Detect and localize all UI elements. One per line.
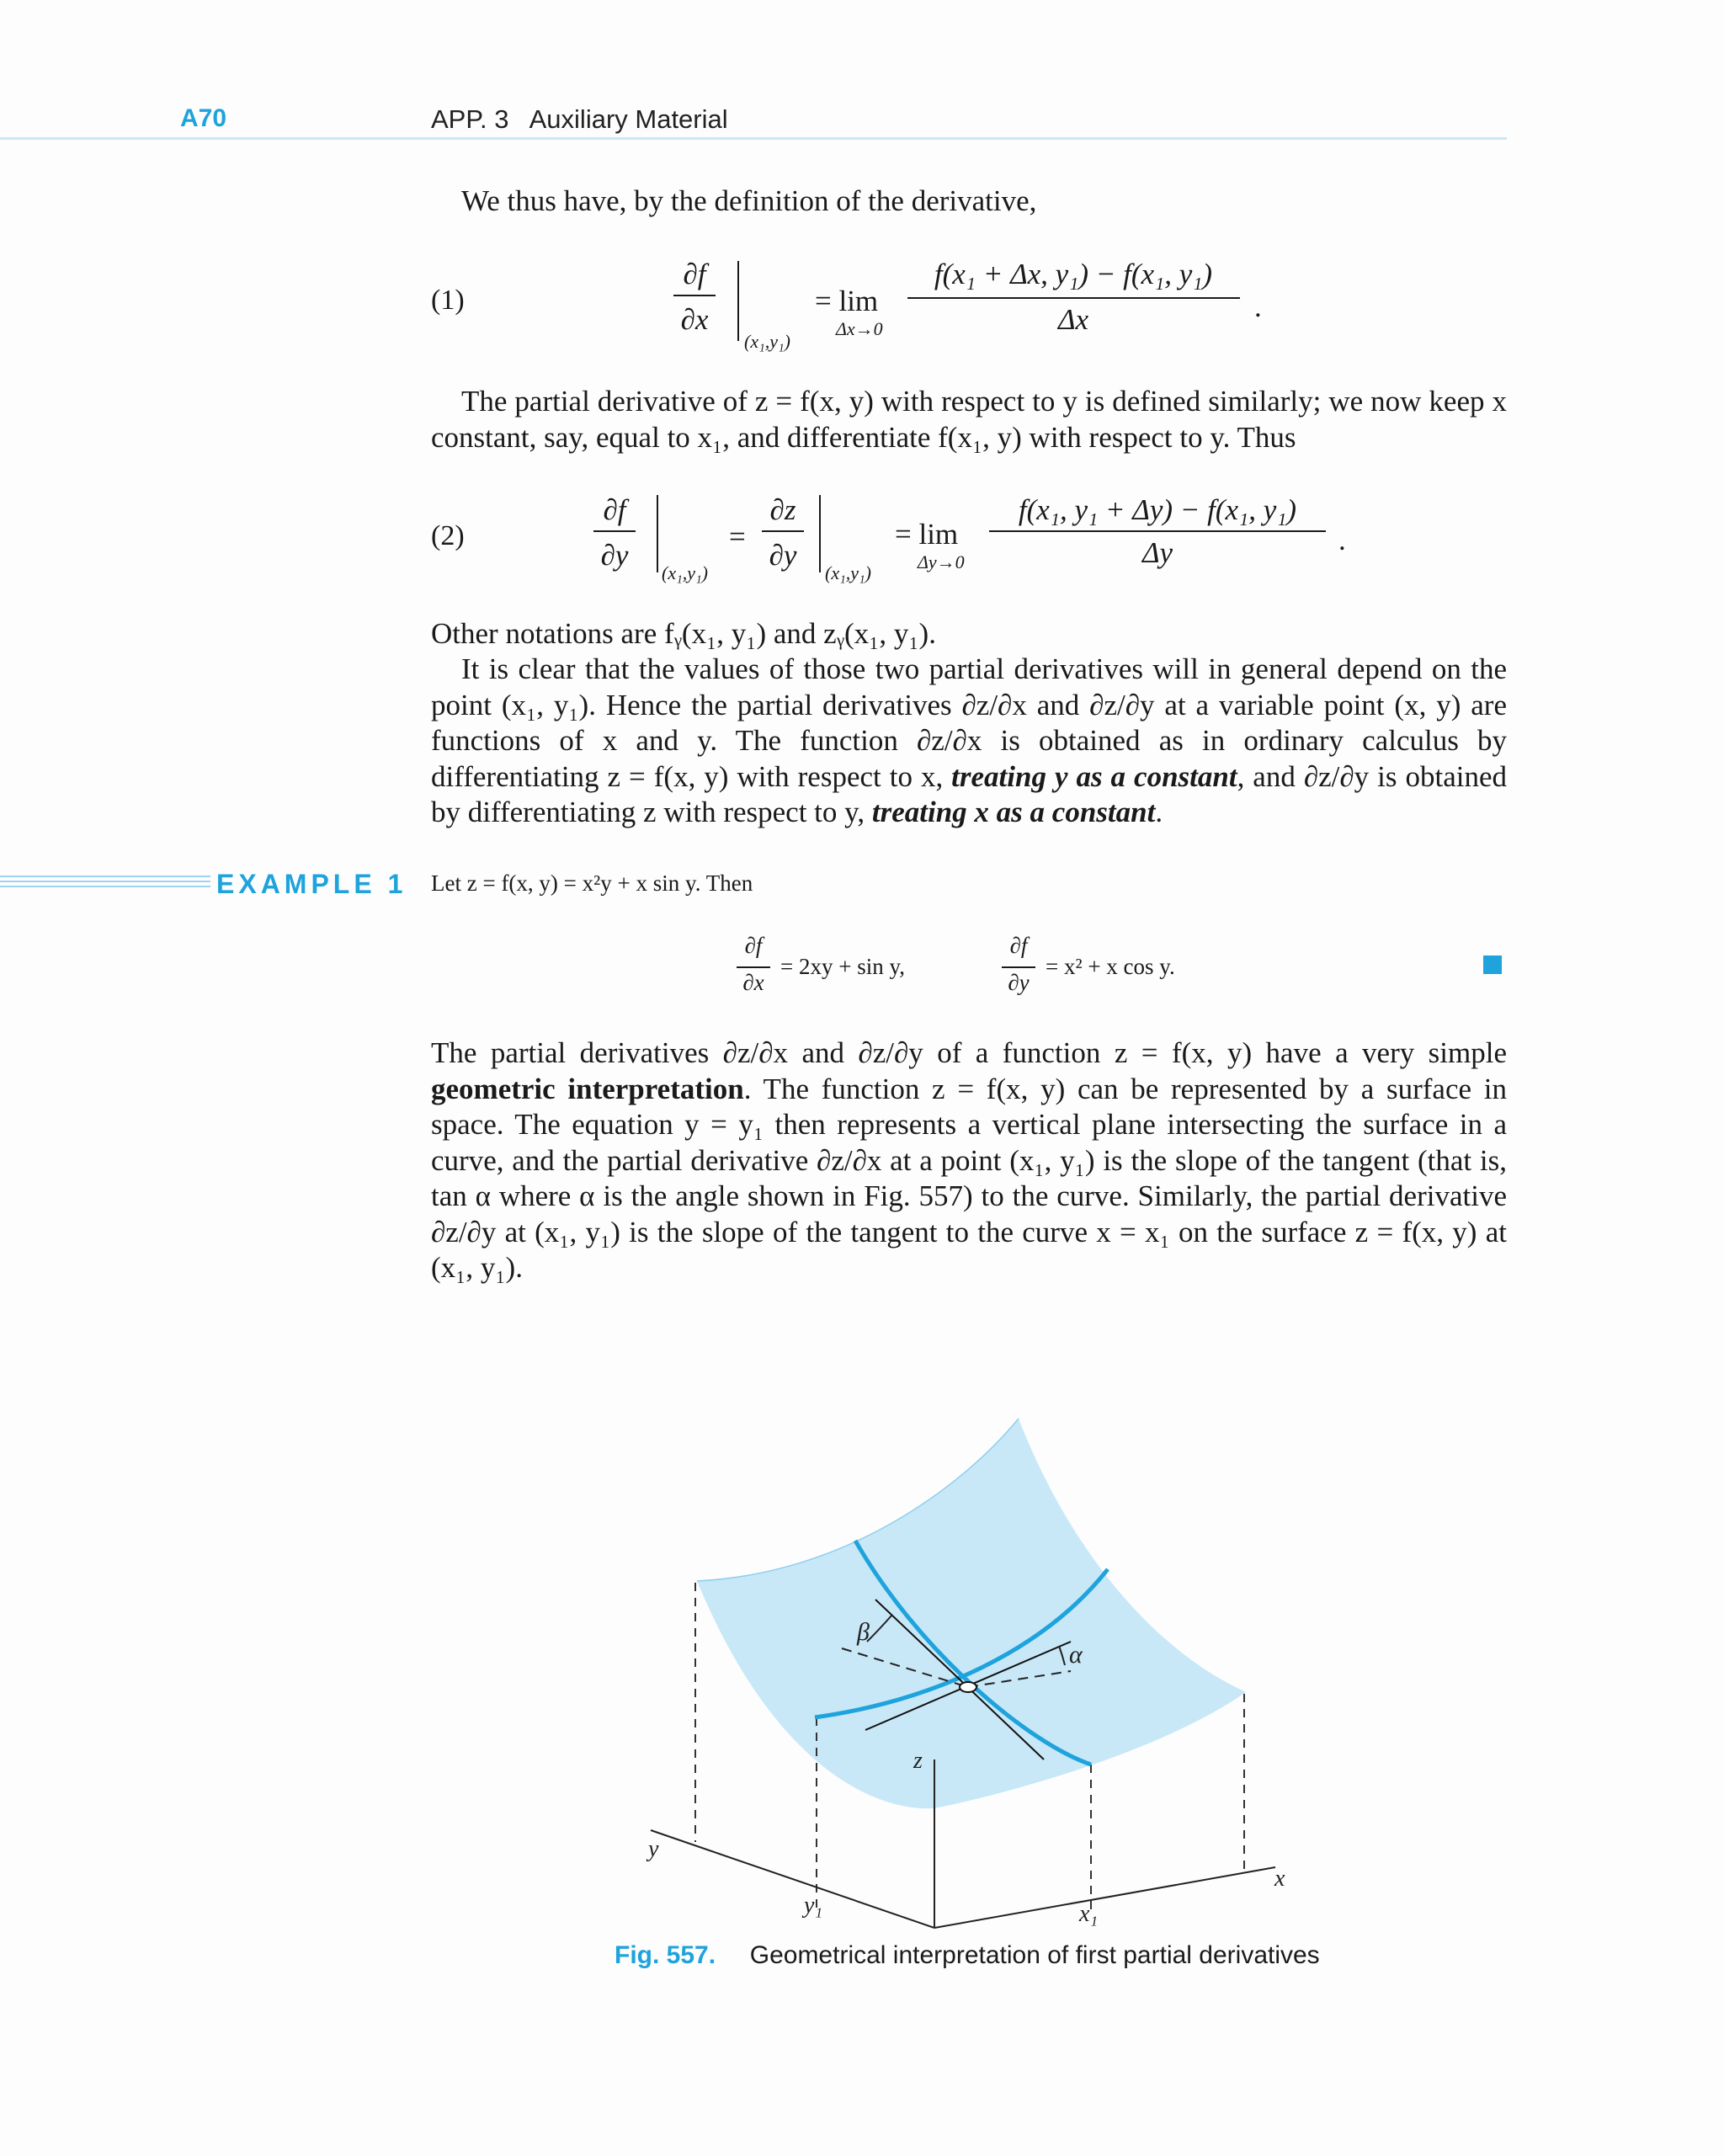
figure-caption [615,1941,1320,1970]
fy-denominator: ∂y [1008,970,1030,995]
fy-rhs: = x² + x cos y. [1046,954,1175,979]
paragraph-3: Other notations are fᵧ(x₁, y₁) and zᵧ(x₁, y₁). [431,617,936,650]
eq1-lim: = lim [815,285,879,317]
example-text: Let z = f(x, y) = x²y + x sin y. Then [431,870,753,896]
point-x1-y1 [960,1682,976,1692]
intro-text: We thus have, by the definition of the derivative, [461,184,1037,217]
surface [697,1419,1246,1808]
eq1-denominator: Δx [1057,303,1089,336]
eq1-number: (1) [431,285,465,316]
eq2-a-point: (x₁,y₁) [662,562,708,583]
label-x1: x₁ [1079,1901,1099,1927]
label-beta: β [857,1618,870,1646]
paragraph-2: The partial derivative of z = f(x, y) with respect to y is defined similarly; we now keep x constant, say, equal to x₁, and differentiate f(x₁, y) with respect to y. Thus [431,385,1507,454]
label-alpha: α [1069,1641,1083,1669]
eq1-lhs-denominator: ∂x [680,303,709,336]
section-title: APP. 3 Auxiliary Material [431,104,728,134]
label-y: y [648,1836,659,1862]
eq2-numerator: f(x₁, y₁ + Δy) − f(x₁, y₁) [1018,493,1297,526]
eq2-lim-sub: Δy→0 [918,551,965,572]
eq2-b-point: (x₁,y₁) [825,562,871,583]
fy-numerator: ∂f [1009,933,1028,958]
eq1-numerator: f(x₁ + Δx, y₁) − f(x₁, y₁) [934,258,1213,290]
x-axis [934,1867,1275,1928]
label-y1: y₁ [804,1892,823,1919]
eq1-period: . [1254,290,1262,323]
label-x: x [1274,1866,1285,1892]
eq2-period: . [1338,524,1346,556]
eq2-number: (2) [431,520,465,551]
caption-label: Fig. 557. [615,1941,716,1969]
eq2-denominator: Δy [1141,536,1173,569]
paragraph-4: It is clear that the values of those two partial derivatives will in general depend on the point (x₁, y₁). Hence the partial derivatives ∂z/∂x and ∂z/∂y at a variable point (x, y) are functions of x and y. The function ∂z/∂x is obtained as in ordinary calculus by differentiating z = f(x, y) with respect to x, treating y as a constant, and ∂z/∂y is obtained by differentiating z with respect to y, treating x as a constant. [431,652,1507,828]
eq2-lim: = lim [895,518,959,551]
eq2-b-denominator: ∂y [769,539,797,572]
caption-text: Geometrical interpretation of first partial derivatives [749,1941,1320,1969]
eq1-eval-point: (x₁,y₁) [744,331,790,352]
paragraph-5: The partial derivatives ∂z/∂x and ∂z/∂y of a function z = f(x, y) have a very simple geometric interpretation. The function z = f(x, y) can be represented by a surface in space. The equation y = y₁ then represents a vertical plane intersecting the surface in a curve, and the partial derivative ∂z/∂x at a point (x₁, y₁) is the slope of the tangent (that is, tan α where α is the angle shown in Fig. 557) to the curve. Similarly, the partial derivative ∂z/∂y at (x₁, y₁) is the slope of the tangent to the curve x = x₁ on the surface z = f(x, y) at (x₁, y₁). [431,1036,1507,1284]
y-axis [651,1830,934,1928]
example-label: EXAMPLE 1 [216,869,407,899]
eq1-lhs-numerator: ∂f [683,258,706,290]
eq2-a-numerator: ∂f [603,493,626,526]
eq1-lim-sub: Δx→0 [836,318,883,339]
eq2-b-numerator: ∂z [769,493,796,526]
fx-denominator: ∂x [742,970,764,995]
eq2-a-denominator: ∂y [600,539,629,572]
eq2-equals: = [729,520,746,553]
page-number: A70 [180,104,227,132]
label-z: z [913,1748,923,1774]
fx-rhs: = 2xy + sin y, [780,954,905,979]
fx-numerator: ∂f [744,933,763,958]
